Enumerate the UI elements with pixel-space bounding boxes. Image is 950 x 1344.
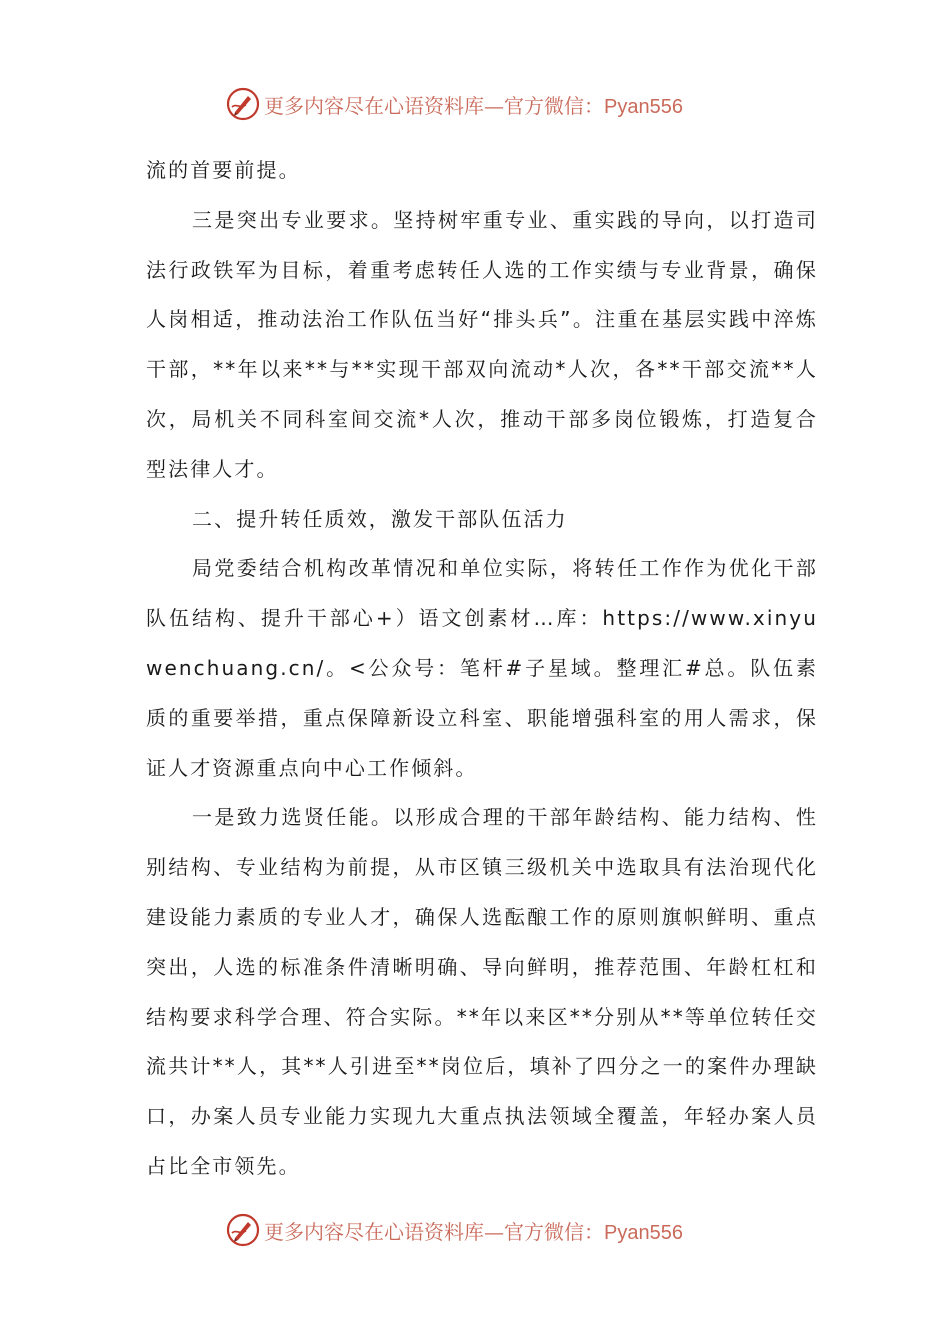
banner-text: 更多内容尽在心语资料库—官方微信：Pyan556 [264, 1219, 683, 1244]
header-watermark-banner [226, 84, 683, 124]
pen-circle-icon [226, 87, 260, 121]
paragraph-continuation: 流的首要前提。 [146, 158, 301, 182]
wechat-id: Pyan556 [604, 1221, 683, 1244]
paragraph-select-talent: 一是致力选贤任能。以形成合理的干部年龄结构、能力结构、性别结构、专业结构为前提，从市区镇三级机关中选取具有法治现代化建设能力素质的专业人才，确保人选酝酿工作的原则旗帜鲜明、重点突出，人选的标准条件清晰明确、导向鲜明，推荐范围、年龄杠杠和结构要求科学合理、符合实际。**年以来区**分别从**等单位转任交流共计**人，其**人引进至**岗位后，填补了四分之一的案件办理缺口，办案人员专业能力实现九大重点执法领域全覆盖，年轻办案人员占比全市领先。 [146, 805, 818, 1178]
paragraph-party-committee: 局党委结合机构改革情况和单位实际，将转任工作作为优化干部队伍结构、提升干部心+）语文创素材…库：https://www.xinyuwenchuang.cn/。<公众号：笔杆#子星域。整理汇#总。队伍素质的重要举措，重点保障新设立科室、职能增强科室的用人需求，保证人才资源重点向中心工作倾斜。 [146, 556, 818, 780]
wechat-id: Pyan556 [604, 95, 683, 118]
document-body [146, 146, 818, 1192]
section-heading-2: 二、提升转任质效，激发干部队伍活力 [192, 506, 568, 531]
paragraph-professional-requirements: 三是突出专业要求。坚持树牢重专业、重实践的导向，以打造司法行政铁军为目标，着重考虑转任人选的工作实绩与专业背景，确保人岗相适，推动法治工作队伍当好“排头兵”。注重在基层实践中淬炼干部，**年以来**与**实现干部双向流动*人次，各**干部交流**人次，局机关不同科室间交流*人次，推动干部多岗位锻炼，打造复合型法律人才。 [146, 207, 818, 481]
pen-circle-icon [226, 1213, 260, 1247]
banner-text: 更多内容尽在心语资料库—官方微信：Pyan556 [264, 93, 683, 118]
footer-watermark-banner [226, 1210, 683, 1250]
